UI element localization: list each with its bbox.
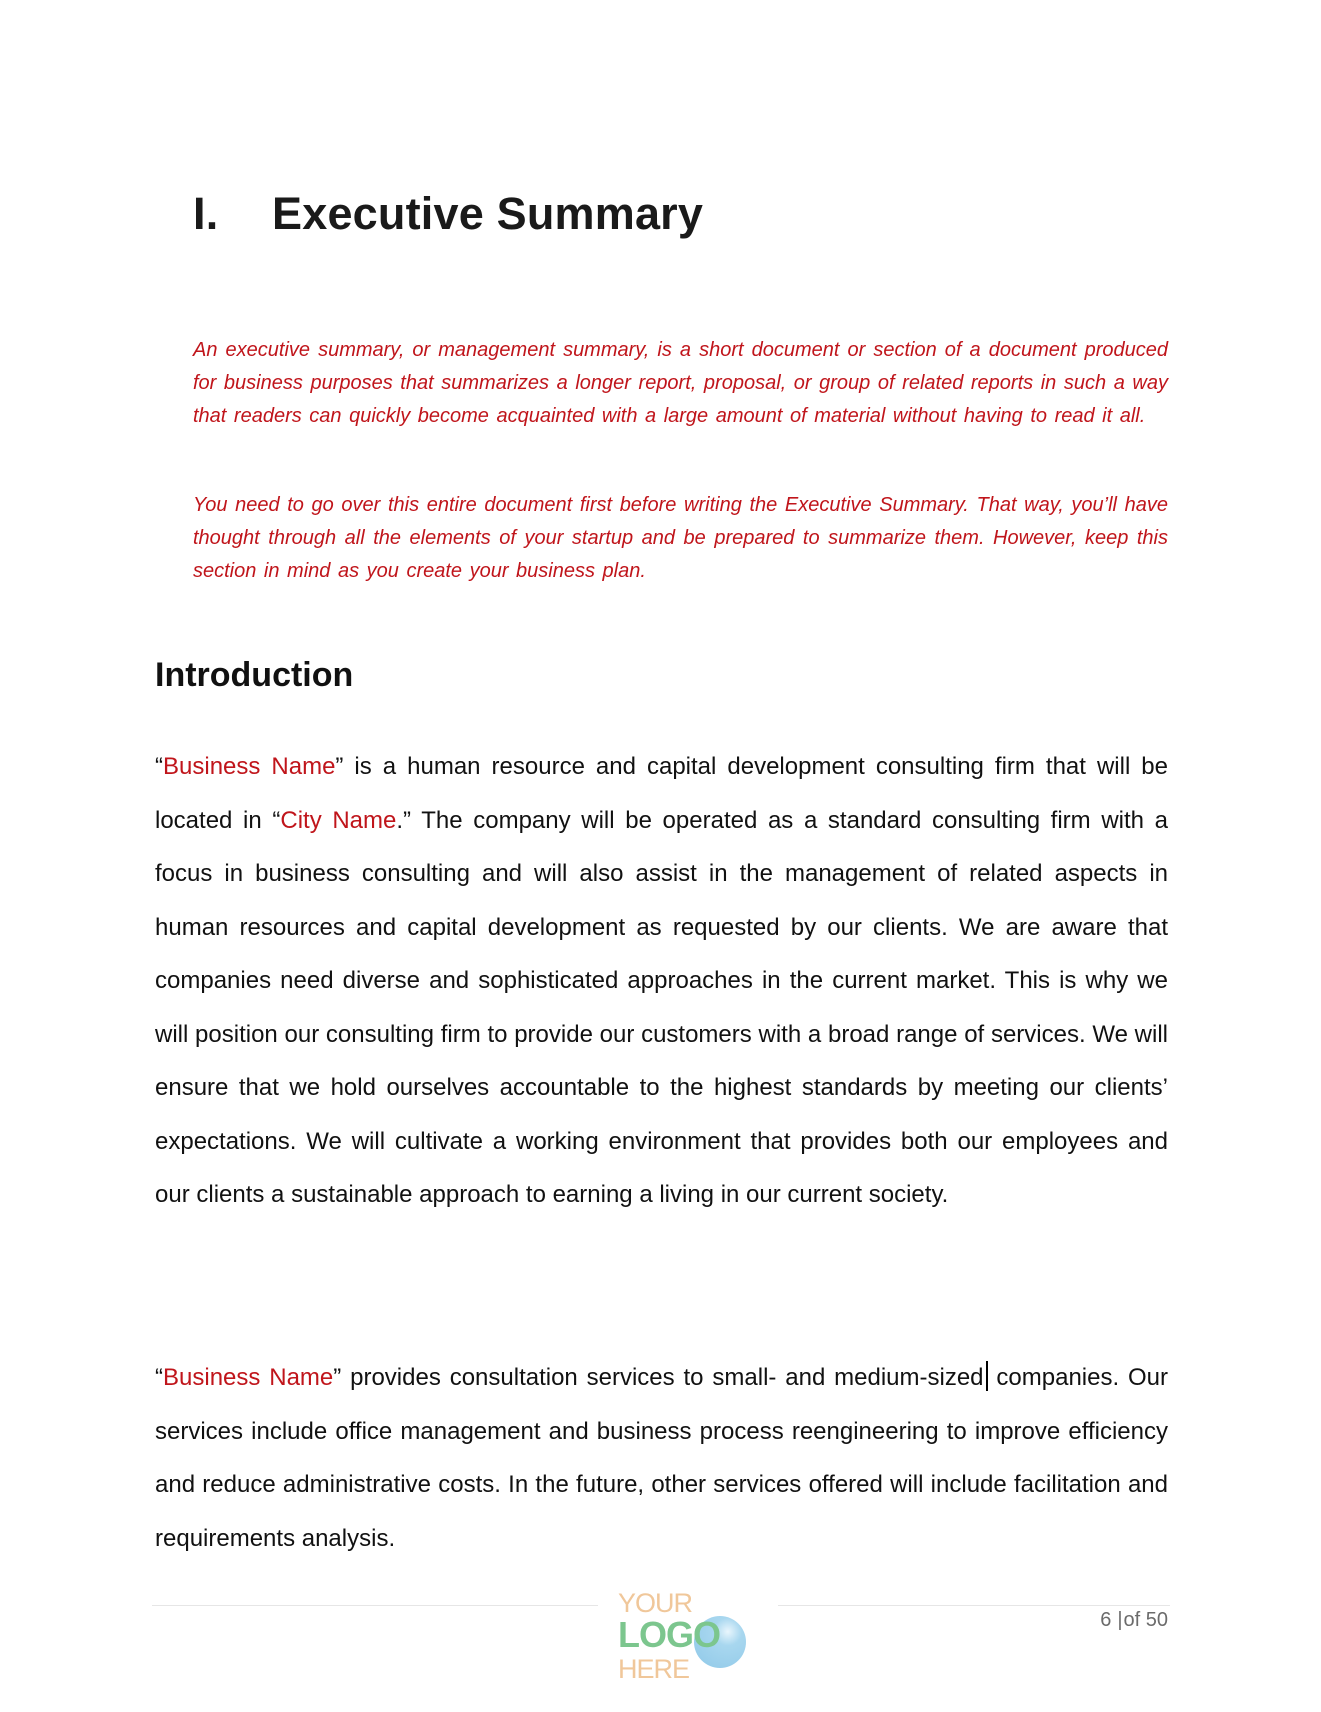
introduction-heading: Introduction (155, 656, 354, 694)
paragraph-text: ” provides consultation services to small- and medium-sized (333, 1364, 984, 1391)
introduction-paragraph-1 (155, 740, 1168, 1222)
logo-text-your: YOUR (618, 1588, 693, 1618)
section-title (193, 188, 703, 240)
instruction-paragraph: You need to go over this entire document first before writing the Executive Summary. That way, you’ll have thought through all the elements of your startup and be prepared to summarize them. However, keep this section in mind as you create your business plan. (193, 494, 1168, 582)
paragraph-text: .” The company will be operated as a standard consulting firm with a focus in business consulting and will also assist in the management of related aspects in human resources and capital development as requested by our clients. We are aware that companies need diverse and sophisticated approaches in the current market. This is why we will position our consulting firm to provide our customers with a broad range of services. We will ensure that we hold ourselves accountable to the highest standards by meeting our clients’ expectations. We will cultivate a working environment that provides both our employees and our clients a sustainable approach to earning a living in our current society. (155, 806, 1168, 1208)
company-logo-placeholder (606, 1588, 766, 1688)
business-name-placeholder[interactable]: Business Name (163, 1364, 334, 1391)
open-quote: “ (155, 753, 163, 780)
instruction-paragraph: An executive summary, or management summary, is a short document or section of a document produced for business purposes that summarizes a longer report, proposal, or group of related reports in such a way that readers can quickly become acquainted with a large amount of material without having to read it all. (193, 339, 1168, 427)
business-name-placeholder[interactable]: Business Name (163, 753, 336, 780)
page-separator: | (1117, 1609, 1123, 1631)
footer-divider-right (778, 1605, 1170, 1606)
introduction-paragraph-2 (155, 1351, 1168, 1565)
page-total: of 50 (1123, 1609, 1168, 1631)
page-current: 6 (1100, 1609, 1112, 1631)
city-name-placeholder[interactable]: City Name (280, 806, 397, 834)
paragraph-text: ” is a human resource and capital development consulting firm that will be located in “ (155, 753, 1168, 834)
logo-text-logo: LOGO (618, 1614, 720, 1655)
logo-text-here: HERE (618, 1654, 690, 1684)
page-number (1100, 1609, 1168, 1632)
section-title-text: Executive Summary (272, 188, 704, 239)
open-quote: “ (155, 1364, 163, 1391)
footer-divider-left (152, 1605, 598, 1606)
section-number: I. (193, 188, 219, 239)
paragraph-text: companies. Our services include office management and business process reengineering to improve efficiency and reduce administrative costs. In the future, other services offered will include facilitation and requirements analysis. (155, 1364, 1169, 1552)
